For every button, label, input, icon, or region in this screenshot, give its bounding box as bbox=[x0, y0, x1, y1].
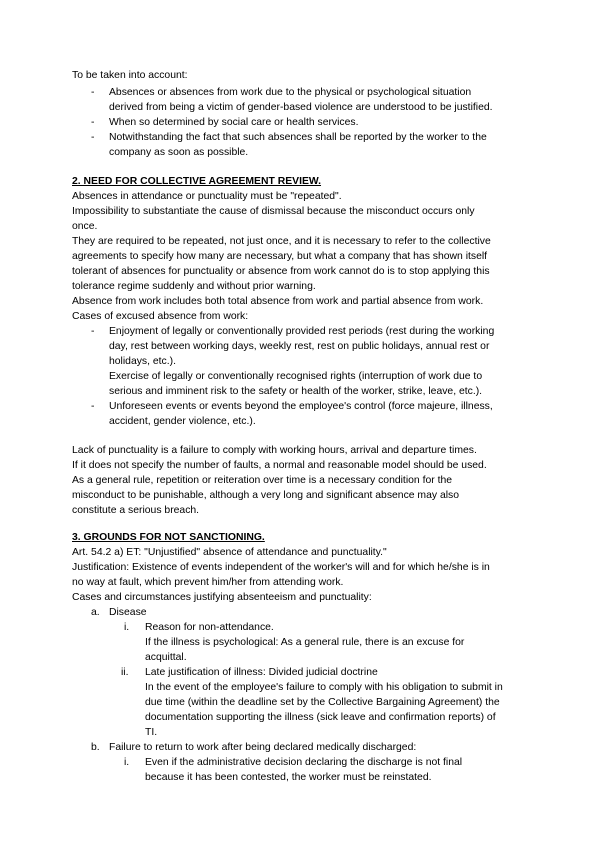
intro-bullet-line: company as soon as possible. bbox=[109, 147, 249, 158]
bullet-dash: - bbox=[91, 117, 95, 128]
intro-bullet-line: Notwithstanding the fact that such absences shall be reported by the worker to the bbox=[109, 132, 487, 143]
body-line: Lack of punctuality is a failure to comply with working hours, arrival and departure times. bbox=[72, 445, 477, 456]
intro-bullet-line: Absences or absences from work due to the physical or psychological situation bbox=[109, 87, 472, 98]
bullet-line: holidays, etc.). bbox=[109, 356, 176, 367]
list-item-label: Disease bbox=[109, 607, 147, 618]
sublist-marker: i. bbox=[124, 757, 130, 768]
sublist-line: because it has been contested, the worker must be reinstated. bbox=[145, 772, 432, 783]
sublist-marker: i. bbox=[124, 622, 130, 633]
body-line: tolerant of absences for punctuality or absence from work cannot do is to stop applying this bbox=[72, 266, 490, 277]
bullet-line: serious and imminent risk to the safety or health of the worker, strike, leave, etc.). bbox=[109, 386, 483, 397]
body-line: They are required to be repeated, not just once, and it is necessary to refer to the collective bbox=[72, 236, 491, 247]
sublist-line: If the illness is psychological: As a general rule, there is an excuse for bbox=[145, 637, 465, 648]
sublist-line: In the event of the employee's failure to comply with his obligation to submit in bbox=[145, 682, 503, 693]
body-line: Justification: Existence of events independent of the worker's will and for which he/she is in bbox=[72, 562, 490, 573]
sublist-line: Reason for non-attendance. bbox=[145, 622, 274, 633]
bullet-dash: - bbox=[91, 401, 95, 412]
body-line: agreements to specify how many are necessary, but what a company that has shown itself bbox=[72, 251, 488, 262]
body-line: Impossibility to substantiate the cause of dismissal because the misconduct occurs only bbox=[72, 206, 475, 217]
body-line: Cases and circumstances justifying absenteeism and punctuality: bbox=[72, 592, 372, 603]
sublist-line: documentation supporting the illness (sick leave and confirmation reports) of bbox=[145, 712, 496, 723]
sublist-line: Late justification of illness: Divided judicial doctrine bbox=[145, 667, 378, 678]
bullet-line: Unforeseen events or events beyond the employee's control (force majeure, illness, bbox=[109, 401, 493, 412]
sublist-line: Even if the administrative decision declaring the discharge is not final bbox=[145, 757, 463, 768]
section-heading: 3. GROUNDS FOR NOT SANCTIONING. bbox=[72, 532, 265, 543]
sublist-marker: ii. bbox=[121, 667, 129, 678]
sublist-line: TI. bbox=[145, 727, 158, 738]
sublist-line: due time (within the deadline set by the Collective Bargaining Agreement) the bbox=[145, 697, 500, 708]
bullet-dash: - bbox=[91, 326, 95, 337]
body-line: tolerance regime suddenly and without prior warning. bbox=[72, 281, 316, 292]
list-marker: b. bbox=[91, 742, 100, 753]
bullet-line: Exercise of legally or conventionally recognised rights (interruption of work due to bbox=[109, 371, 483, 382]
intro-bullet-line: When so determined by social care or health services. bbox=[109, 117, 359, 128]
body-line: no way at fault, which prevent him/her from attending work. bbox=[72, 577, 344, 588]
intro-label: To be taken into account: bbox=[72, 70, 188, 81]
body-line: misconduct to be punishable, although a very long and significant absence may also bbox=[72, 490, 460, 501]
body-line: Art. 54.2 a) ET: "Unjustified" absence of attendance and punctuality." bbox=[72, 547, 387, 558]
list-marker: a. bbox=[91, 607, 100, 618]
body-line: Absence from work includes both total absence from work and partial absence from work. bbox=[72, 296, 484, 307]
bullet-line: Enjoyment of legally or conventionally provided rest periods (rest during the working bbox=[109, 326, 495, 337]
intro-bullet-line: derived from being a victim of gender-based violence are understood to be justified. bbox=[109, 102, 493, 113]
body-line: constitute a serious breach. bbox=[72, 505, 200, 516]
body-line: If it does not specify the number of faults, a normal and reasonable model should be used. bbox=[72, 460, 487, 471]
body-line: As a general rule, repetition or reiteration over time is a necessary condition for the bbox=[72, 475, 453, 486]
bullet-line: day, rest between working days, weekly rest, rest on public holidays, annual rest or bbox=[109, 341, 490, 352]
body-line: Absences in attendance or punctuality must be "repeated". bbox=[72, 191, 342, 202]
body-line: Cases of excused absence from work: bbox=[72, 311, 249, 322]
section-heading: 2. NEED FOR COLLECTIVE AGREEMENT REVIEW. bbox=[72, 176, 322, 187]
bullet-line: accident, gender violence, etc.). bbox=[109, 416, 256, 427]
body-line: once. bbox=[72, 221, 98, 232]
bullet-dash: - bbox=[91, 87, 95, 98]
bullet-dash: - bbox=[91, 132, 95, 143]
list-item-label: Failure to return to work after being declared medically discharged: bbox=[109, 742, 417, 753]
sublist-line: acquittal. bbox=[145, 652, 187, 663]
